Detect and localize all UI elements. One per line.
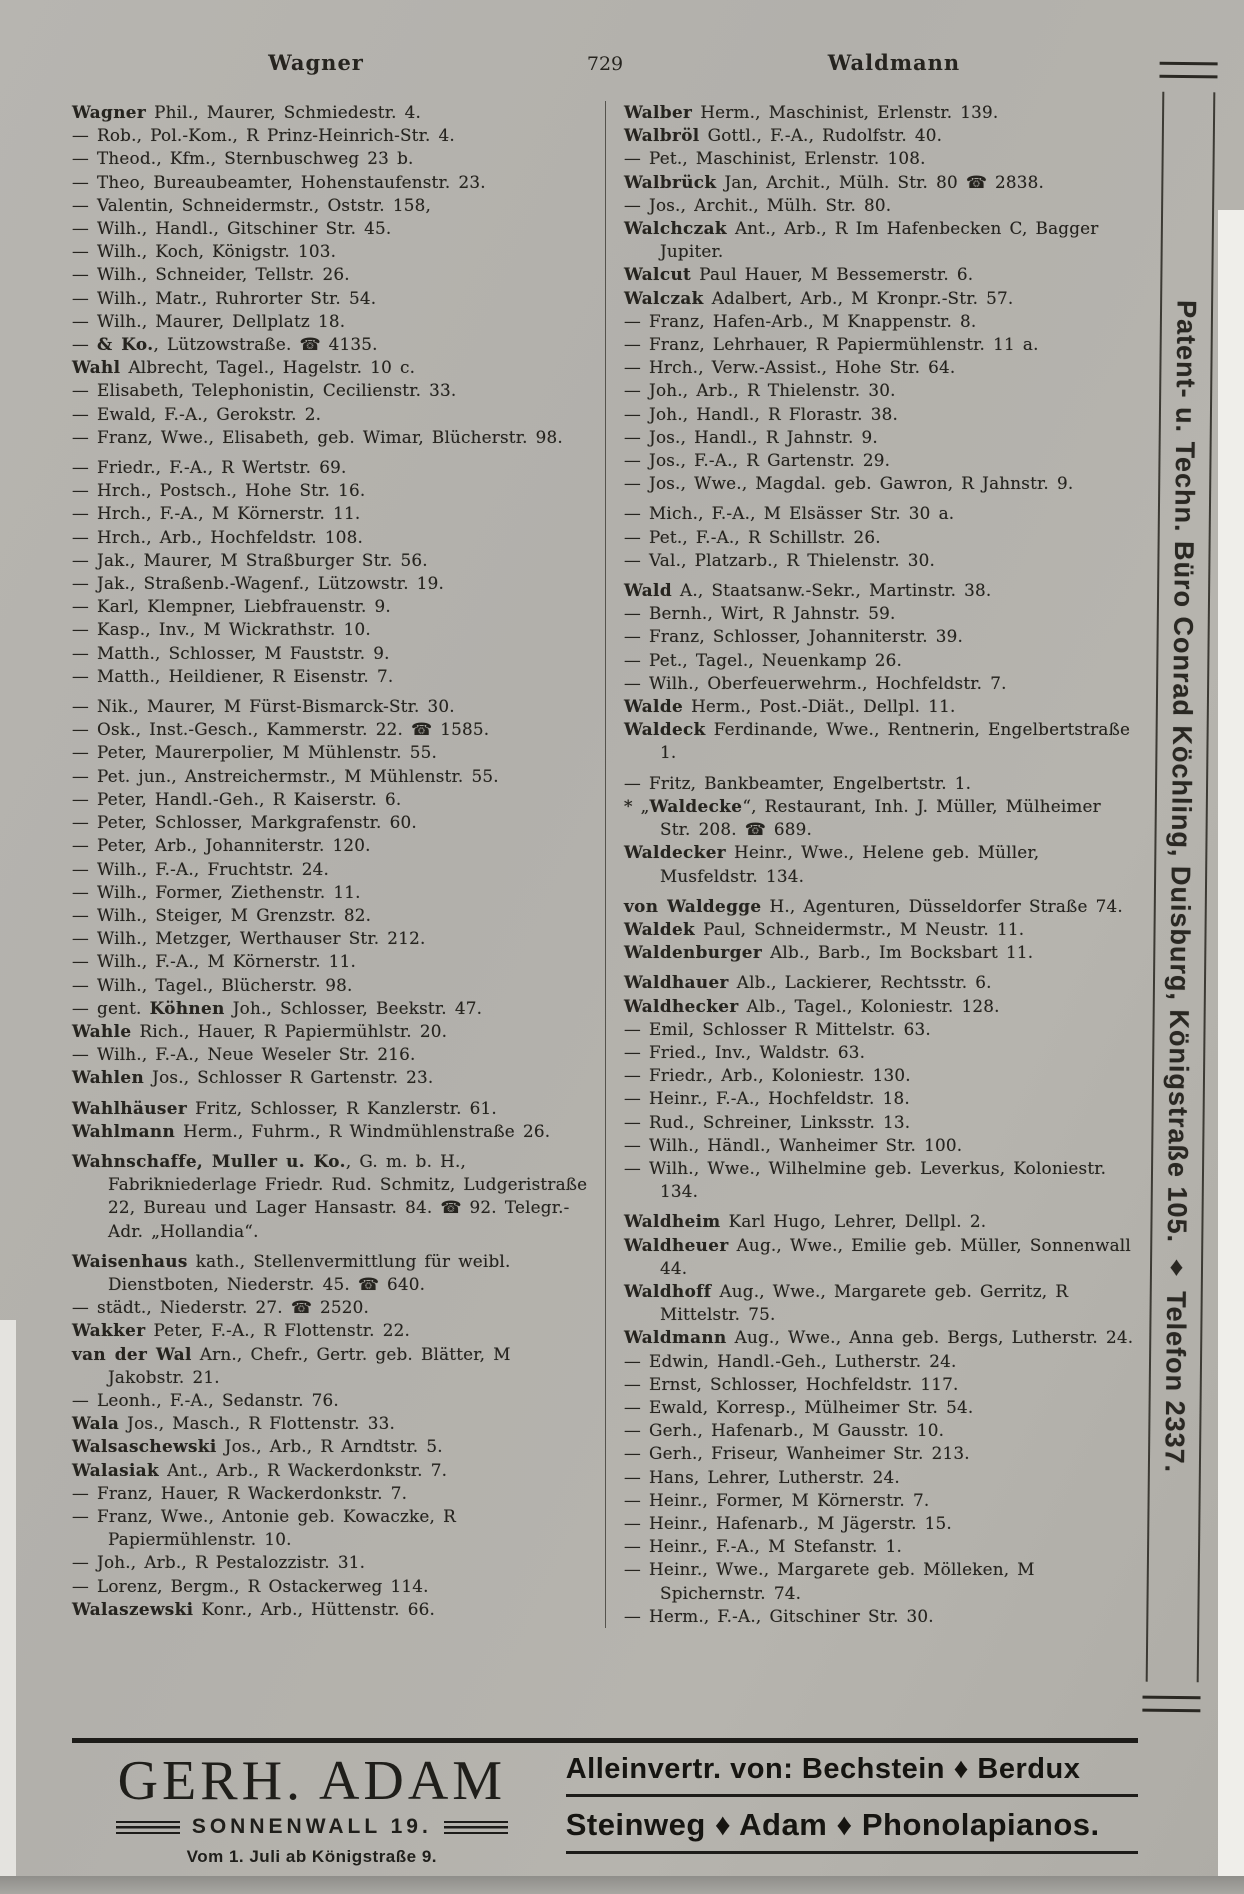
entry-details: Peter, F.-A., R Flottenstr. 22.	[145, 1320, 411, 1341]
entry-surname: van der Wal	[72, 1343, 192, 1364]
entry-details: — Matth., Schlosser, M Fauststr. 9.	[72, 642, 390, 663]
entry-details: — Jos., Wwe., Magdal. geb. Gawron, R Jahnstr. 9.	[624, 473, 1074, 494]
entry-details: — Wilh., Matr., Ruhrorter Str. 54.	[72, 287, 377, 308]
directory-entry	[72, 1459, 589, 1482]
entry-details: — Wilh., F.-A., Fruchtstr. 24.	[72, 858, 330, 879]
directory-entry	[624, 1350, 1138, 1373]
directory-entry	[624, 379, 1138, 402]
entry-details: — Karl, Klempner, Liebfrauenstr. 9.	[72, 596, 391, 617]
directory-entry	[72, 834, 589, 857]
entry-surname: Wahlhäuser	[72, 1097, 188, 1118]
directory-entry	[72, 642, 589, 665]
directory-entry	[624, 1512, 1138, 1535]
entry-surname: Waldenburger	[624, 942, 763, 963]
directory-entry	[624, 217, 1138, 263]
directory-entry	[72, 765, 589, 788]
directory-entry	[72, 147, 589, 170]
entry-surname: Wagner	[72, 102, 147, 122]
entry-surname: Wakker	[72, 1320, 146, 1341]
directory-entry	[72, 1319, 589, 1342]
directory-entry	[72, 333, 589, 356]
entry-details: “, Restaurant, Inh. J. Müller, Mülheimer Str. 208. ☎ 689.	[660, 795, 1101, 840]
entry-details: — Fritz, Bankbeamter, Engelbertstr. 1.	[624, 772, 972, 793]
directory-entry	[624, 895, 1138, 918]
directory-entry	[72, 718, 589, 741]
entry-prefix: * „	[624, 795, 650, 816]
entry-details: Herm., Fuhrm., R Windmühlenstraße 26.	[175, 1120, 551, 1141]
footer-ad-line1: Alleinvertr. von: Bechstein ♦ Berdux	[566, 1753, 1138, 1797]
directory-entry	[624, 795, 1138, 841]
entry-details: — Franz, Wwe., Antonie geb. Kowaczke, R Papiermühlenstr. 10.	[72, 1505, 456, 1550]
entry-details: — Jak., Maurer, M Straßburger Str. 56.	[72, 549, 428, 570]
directory-entry	[624, 841, 1138, 887]
directory-entry	[72, 695, 589, 718]
entry-details: — Hrch., Postsch., Hohe Str. 16.	[72, 480, 366, 501]
directory-entry	[624, 549, 1138, 572]
entry-surname: Waldek	[624, 918, 696, 939]
directory-entry	[72, 1150, 589, 1243]
scan-edge-left	[0, 1320, 16, 1880]
entry-details: Karl Hugo, Lehrer, Dellpl. 2.	[720, 1211, 987, 1232]
entry-details: — Wilh., Schneider, Tellstr. 26.	[72, 264, 350, 285]
directory-entry	[72, 479, 589, 502]
entry-surname: Waldecker	[624, 842, 727, 863]
page-content	[72, 0, 1138, 1628]
entry-details: — Heinr., Former, M Körnerstr. 7.	[624, 1489, 930, 1510]
entry-surname: Waldhecker	[624, 995, 739, 1016]
entry-surname: Waisenhaus	[72, 1250, 188, 1271]
entry-details: — Wilh., Handl., Gitschiner Str. 45.	[72, 218, 392, 239]
directory-entry	[624, 718, 1138, 764]
entry-details: — Jos., Archit., Mülh. Str. 80.	[624, 194, 892, 215]
entry-surname: Walczak	[624, 287, 704, 308]
directory-entry	[624, 1535, 1138, 1558]
entry-surname: Walasiak	[72, 1459, 160, 1480]
directory-entry	[72, 356, 589, 379]
entry-details: — Hans, Lehrer, Lutherstr. 24.	[624, 1466, 900, 1487]
entry-surname: von Waldegge	[624, 895, 762, 916]
entry-details: Jos., Schlosser R Gartenstr. 23.	[144, 1067, 434, 1088]
entry-details: Ant., Arb., R Im Hafenbecken C, Bagger Jupiter.	[660, 218, 1099, 262]
directory-entry	[72, 1296, 589, 1319]
double-rule-icon	[1159, 62, 1217, 79]
scan-edge-bottom	[0, 1876, 1244, 1894]
entry-details: Alb., Tagel., Koloniestr. 128.	[738, 995, 1000, 1016]
entry-details: — Fried., Inv., Waldstr. 63.	[624, 1041, 866, 1062]
entry-details: — Wilh., Steiger, M Grenzstr. 82.	[72, 904, 372, 925]
entry-surname: Waldeck	[624, 719, 706, 740]
directory-entry	[72, 549, 589, 572]
directory-entry	[72, 1389, 589, 1412]
entry-details: Aug., Wwe., Anna geb. Bergs, Lutherstr. 24.	[726, 1327, 1134, 1348]
entry-details: Jan, Archit., Mülh. Str. 80 ☎ 2838.	[716, 171, 1045, 192]
directory-entry	[624, 772, 1138, 795]
directory-entry	[624, 995, 1138, 1018]
directory-entry	[624, 194, 1138, 217]
entry-surname: Wald	[624, 580, 672, 601]
entry-details: — Valentin, Schneidermstr., Oststr. 158,	[72, 194, 432, 215]
directory-entry	[72, 403, 589, 426]
directory-entry	[72, 572, 589, 595]
directory-entry	[624, 502, 1138, 525]
directory-entry	[72, 1435, 589, 1458]
entry-details: Jos., Arb., R Arndtstr. 5.	[216, 1436, 443, 1457]
directory-entry	[72, 904, 589, 927]
entry-details: — Peter, Handl.-Geh., R Kaiserstr. 6.	[72, 788, 402, 809]
right-column	[605, 101, 1138, 1628]
double-rule-icon	[1142, 1696, 1200, 1713]
directory-entry	[624, 941, 1138, 964]
directory-entry	[624, 602, 1138, 625]
entry-surname: Wala	[72, 1413, 120, 1434]
entry-surname: & Ko.	[97, 334, 154, 355]
entry-details: — Joh., Arb., R Thielenstr. 30.	[624, 380, 896, 401]
entry-details: — Jos., Handl., R Jahnstr. 9.	[624, 426, 878, 447]
entry-details: Gottl., F.-A., Rudolfstr. 40.	[699, 125, 943, 146]
directory-entry	[624, 403, 1138, 426]
directory-entry	[72, 1097, 589, 1120]
entry-details: Fritz, Schlosser, R Kanzlerstr. 61.	[187, 1097, 497, 1118]
entry-details: — Wilh., Maurer, Dellplatz 18.	[72, 310, 346, 331]
entry-prefix: —	[72, 334, 98, 355]
entry-surname: Walber	[624, 102, 693, 122]
entry-details: — Heinr., F.-A., Hochfeldstr. 18.	[624, 1088, 910, 1109]
directory-entry	[624, 1396, 1138, 1419]
entry-details: — Theod., Kfm., Sternbuschweg 23 b.	[72, 148, 414, 169]
directory-entry	[624, 310, 1138, 333]
directory-entry	[624, 101, 1138, 124]
entry-details: — Peter, Arb., Johanniterstr. 120.	[72, 835, 371, 856]
entry-details: — Franz, Schlosser, Johanniterstr. 39.	[624, 626, 964, 647]
entry-details: — Jak., Straßenb.-Wagenf., Lützowstr. 19.	[72, 573, 445, 594]
directory-entry	[72, 263, 589, 286]
entry-details: — Jos., F.-A., R Gartenstr. 29.	[624, 450, 891, 471]
entry-details: — Wilh., Oberfeuerwehrm., Hochfeldstr. 7.	[624, 672, 1007, 693]
directory-entry	[72, 595, 589, 618]
entry-surname: Wahl	[72, 357, 121, 378]
footer-ad-left	[72, 1750, 552, 1867]
entry-details: Aug., Wwe., Emilie geb. Müller, Sonnenwall 44.	[660, 1234, 1131, 1278]
directory-entry	[624, 1466, 1138, 1489]
entry-surname: Waldmann	[624, 1327, 727, 1348]
directory-entry	[624, 1157, 1138, 1203]
entry-details: H., Agenturen, Düsseldorfer Straße 74.	[761, 895, 1123, 916]
directory-entry	[624, 171, 1138, 194]
entry-details: Phil., Maurer, Schmiedestr. 4.	[146, 102, 422, 122]
entry-details: — Franz, Hauer, R Wackerdonkstr. 7.	[72, 1482, 408, 1503]
entry-surname: Walbrück	[624, 171, 717, 192]
triple-rule-icon	[116, 1821, 180, 1834]
entry-details: — Franz, Hafen-Arb., M Knappenstr. 8.	[624, 310, 977, 331]
entry-details: — Franz, Lehrhauer, R Papiermühlenstr. 11 a.	[624, 334, 1039, 355]
entry-details: — Wilh., F.-A., M Körnerstr. 11.	[72, 951, 357, 972]
directory-entry	[624, 1064, 1138, 1087]
directory-entry	[72, 997, 589, 1020]
directory-entry	[624, 672, 1138, 695]
entry-details: — Pet., Tagel., Neuenkamp 26.	[624, 649, 903, 670]
directory-entry	[624, 333, 1138, 356]
entry-details: — Gerh., Hafenarb., M Gausstr. 10.	[624, 1420, 945, 1441]
directory-entry	[624, 1280, 1138, 1326]
entry-prefix: — gent.	[72, 997, 150, 1018]
left-column-title: Wagner	[268, 50, 364, 75]
entry-details: — Heinr., Wwe., Margarete geb. Mölleken, M Spichernstr. 74.	[624, 1559, 1035, 1603]
entry-details: Ferdinande, Wwe., Rentnerin, Engelbertstraße 1.	[660, 719, 1131, 763]
entry-details: — Franz, Wwe., Elisabeth, geb. Wimar, Blücherstr. 98.	[72, 426, 563, 447]
advertiser-address: SONNENWALL 19.	[191, 1815, 432, 1838]
directory-entry	[624, 625, 1138, 648]
entry-details: — städt., Niederstr. 27. ☎ 2520.	[72, 1297, 370, 1318]
directory-entry	[72, 788, 589, 811]
entry-surname: Waldecke	[649, 795, 743, 816]
directory-entry	[624, 147, 1138, 170]
entry-details: — Osk., Inst.-Gesch., Kammerstr. 22. ☎ 1585.	[72, 719, 490, 740]
directory-entry	[72, 124, 589, 147]
entry-details: — Rud., Schreiner, Linksstr. 13.	[624, 1111, 911, 1132]
directory-entry	[624, 472, 1138, 495]
entry-details: , G. m. b. H., Fabrikniederlage Friedr. Rud. Schmitz, Ludgeristraße 22, Bureau und Lager Hansastr. 84. ☎ 92. Telegr.-Adr. „Hollandia“.	[108, 1150, 588, 1241]
directory-entry	[72, 811, 589, 834]
directory-entry	[72, 526, 589, 549]
directory-entry	[72, 1482, 589, 1505]
directory-entry	[624, 1605, 1138, 1628]
entry-details: — Nik., Maurer, M Fürst-Bismarck-Str. 30.	[72, 696, 455, 717]
directory-entry	[72, 101, 589, 124]
entry-details: — Joh., Handl., R Florastr. 38.	[624, 403, 899, 424]
directory-entry	[624, 1087, 1138, 1110]
left-column	[72, 101, 605, 1628]
entry-details: — Heinr., F.-A., M Stefanstr. 1.	[624, 1536, 903, 1557]
footer-ad	[72, 1738, 1138, 1867]
entry-details: Aug., Wwe., Margarete geb. Gerritz, R Mittelstr. 75.	[660, 1280, 1069, 1325]
entry-surname: Walaszewski	[72, 1598, 194, 1619]
entry-details: — Edwin, Handl.-Geh., Lutherstr. 24.	[624, 1350, 957, 1371]
directory-entry	[624, 1489, 1138, 1512]
entry-surname: Waldhauer	[624, 972, 729, 993]
entry-details: Rich., Hauer, R Papiermühlstr. 20.	[131, 1020, 448, 1041]
entry-surname: Köhnen	[149, 997, 225, 1018]
entry-details: — Hrch., F.-A., M Körnerstr. 11.	[72, 503, 361, 524]
footer-ad-right	[552, 1753, 1138, 1867]
entry-details: — Wilh., Tagel., Blücherstr. 98.	[72, 974, 353, 995]
page-number: 729	[586, 53, 624, 75]
entry-details: Konr., Arb., Hüttenstr. 66.	[193, 1598, 436, 1619]
directory-entry	[72, 240, 589, 263]
entry-details: Heinr., Wwe., Helene geb. Müller, Musfeldstr. 134.	[660, 842, 1040, 886]
entry-details: Paul Hauer, M Bessemerstr. 6.	[691, 264, 974, 285]
directory-entry	[72, 1120, 589, 1143]
entry-details: Ant., Arb., R Wackerdonkstr. 7.	[159, 1459, 448, 1480]
directory-entry	[624, 526, 1138, 549]
triple-rule-icon	[444, 1821, 508, 1834]
directory-entry	[72, 171, 589, 194]
entry-details: — Lorenz, Bergm., R Ostackerweg 114.	[72, 1575, 429, 1596]
entry-details: , Lützowstraße. ☎ 4135.	[153, 334, 378, 355]
advertiser-name: GERH. ADAM	[117, 1750, 507, 1812]
directory-entry	[624, 426, 1138, 449]
entry-details: Paul, Schneidermstr., M Neustr. 11.	[695, 918, 1025, 939]
entry-details: — Heinr., Hafenarb., M Jägerstr. 15.	[624, 1512, 952, 1533]
directory-entry	[72, 1250, 589, 1296]
directory-entry	[624, 971, 1138, 994]
directory-entry	[72, 881, 589, 904]
entry-details: Arn., Chefr., Gertr. geb. Blätter, M Jakobstr. 21.	[108, 1343, 511, 1387]
directory-entry	[72, 194, 589, 217]
directory-entry	[72, 1343, 589, 1389]
directory-entry	[72, 858, 589, 881]
entry-details: — Friedr., F.-A., R Wertstr. 69.	[72, 457, 347, 478]
directory-entry	[72, 1505, 589, 1551]
entry-details: Herm., Maschinist, Erlenstr. 139.	[692, 102, 999, 122]
directory-columns	[72, 101, 1138, 1628]
right-column-title: Waldmann	[827, 50, 961, 75]
directory-entry	[72, 217, 589, 240]
entry-details: — Mich., F.-A., M Elsässer Str. 30 a.	[624, 503, 955, 524]
directory-entry	[72, 741, 589, 764]
entry-details: — Val., Platzarb., R Thielenstr. 30.	[624, 549, 936, 570]
entry-surname: Waldheuer	[624, 1234, 729, 1255]
entry-details: — Pet., Maschinist, Erlenstr. 108.	[624, 148, 926, 169]
directory-entry	[72, 1551, 589, 1574]
directory-entry	[72, 456, 589, 479]
advertiser-note: Vom 1. Juli ab Königstraße 9.	[186, 1847, 438, 1866]
directory-entry	[72, 379, 589, 402]
entry-details: Alb., Barb., Im Bocksbart 11.	[762, 942, 1034, 963]
scan-edge-right	[1218, 210, 1244, 1878]
directory-entry	[624, 287, 1138, 310]
entry-details: — Peter, Maurerpolier, M Mühlenstr. 55.	[72, 742, 438, 763]
directory-entry	[624, 124, 1138, 147]
entry-surname: Wahle	[72, 1020, 132, 1041]
directory-entry	[72, 665, 589, 688]
directory-entry	[624, 356, 1138, 379]
entry-details: — Elisabeth, Telephonistin, Cecilienstr. 33.	[72, 380, 457, 401]
directory-entry	[624, 649, 1138, 672]
directory-entry	[624, 1111, 1138, 1134]
entry-surname: Walcut	[624, 264, 692, 285]
directory-entry	[624, 1558, 1138, 1604]
entry-details: — Bernh., Wirt, R Jahnstr. 59.	[624, 603, 896, 624]
entry-surname: Wahlmann	[72, 1120, 176, 1141]
entry-details: — Emil, Schlosser R Mittelstr. 63.	[624, 1018, 931, 1039]
entry-details: — Matth., Heildiener, R Eisenstr. 7.	[72, 665, 394, 686]
entry-surname: Waldhoff	[624, 1280, 712, 1301]
directory-entry	[72, 1598, 589, 1621]
entry-details: Adalbert, Arb., M Kronpr.-Str. 57.	[703, 287, 1014, 308]
directory-entry	[624, 1134, 1138, 1157]
entry-details: — Friedr., Arb., Koloniestr. 130.	[624, 1065, 911, 1086]
directory-entry	[72, 974, 589, 997]
entry-details: — Wilh., Koch, Königstr. 103.	[72, 241, 337, 262]
entry-details: — Wilh., Wwe., Wilhelmine geb. Leverkus, Koloniestr. 134.	[624, 1157, 1107, 1202]
entry-details: — Herm., F.-A., Gitschiner Str. 30.	[624, 1605, 934, 1626]
directory-entry	[72, 618, 589, 641]
directory-entry	[624, 1326, 1138, 1349]
directory-entry	[72, 426, 589, 449]
entry-details: — Wilh., Händl., Wanheimer Str. 100.	[624, 1134, 963, 1155]
entry-details: Alb., Lackierer, Rechtsstr. 6.	[728, 972, 992, 993]
entry-details: Jos., Masch., R Flottenstr. 33.	[119, 1413, 395, 1434]
entry-details: — Ernst, Schlosser, Hochfeldstr. 117.	[624, 1373, 959, 1394]
directory-entry	[624, 1041, 1138, 1064]
entry-details: — Pet. jun., Anstreichermstr., M Mühlenstr. 55.	[72, 765, 499, 786]
directory-entry	[624, 695, 1138, 718]
entry-details: kath., Stellenvermittlung für weibl. Dienstboten, Niederstr. 45. ☎ 640.	[108, 1250, 511, 1294]
entry-details: — Hrch., Arb., Hochfeldstr. 108.	[72, 526, 364, 547]
directory-entry	[72, 502, 589, 525]
directory-entry	[624, 579, 1138, 602]
entry-details: — Gerh., Friseur, Wanheimer Str. 213.	[624, 1443, 970, 1464]
entry-details: — Theo, Bureaubeamter, Hohenstaufenstr. 23.	[72, 171, 486, 192]
directory-entry	[624, 1018, 1138, 1041]
directory-entry	[72, 1412, 589, 1435]
directory-entry	[624, 263, 1138, 286]
entry-details: A., Staatsanw.-Sekr., Martinstr. 38.	[671, 580, 992, 601]
entry-details: Herm., Post.-Diät., Dellpl. 11.	[683, 696, 956, 717]
directory-entry	[72, 1575, 589, 1598]
entry-details: — Rob., Pol.-Kom., R Prinz-Heinrich-Str. 4.	[72, 125, 455, 146]
directory-entry	[624, 1210, 1138, 1233]
directory-entry	[72, 1066, 589, 1089]
directory-entry	[624, 918, 1138, 941]
directory-entry	[72, 1043, 589, 1066]
entry-surname: Waldheim	[624, 1211, 721, 1232]
entry-details: Albrecht, Tagel., Hagelstr. 10 c.	[120, 357, 416, 378]
directory-entry	[624, 449, 1138, 472]
entry-surname: Wahlen	[72, 1067, 145, 1088]
advertiser-address-row	[72, 1815, 552, 1839]
entry-surname: Walde	[624, 696, 684, 717]
entry-details: — Hrch., Verw.-Assist., Hohe Str. 64.	[624, 357, 956, 378]
directory-entry	[72, 950, 589, 973]
directory-entry	[624, 1419, 1138, 1442]
entry-details: — Wilh., Former, Ziethenstr. 11.	[72, 881, 361, 902]
page-header	[72, 0, 1138, 75]
margin-ad-text: Patent- u. Techn. Büro Conrad Köchling, Duisburg, Königstraße 105. ♦ Telefon 2337.	[1145, 92, 1215, 1682]
directory-entry	[72, 310, 589, 333]
directory-entry	[624, 1373, 1138, 1396]
entry-details: — Peter, Schlosser, Markgrafenstr. 60.	[72, 812, 417, 833]
entry-surname: Walbröl	[624, 125, 700, 146]
directory-entry	[72, 1020, 589, 1043]
entry-details: Joh., Schlosser, Beekstr. 47.	[224, 997, 483, 1018]
footer-ad-line2: Steinweg ♦ Adam ♦ Phonolapianos.	[566, 1797, 1138, 1854]
entry-details: — Leonh., F.-A., Sedanstr. 76.	[72, 1389, 339, 1410]
entry-details: — Kasp., Inv., M Wickrathstr. 10.	[72, 619, 371, 640]
entry-details: — Wilh., Metzger, Werthauser Str. 212.	[72, 928, 426, 949]
entry-details: — Wilh., F.-A., Neue Weseler Str. 216.	[72, 1044, 416, 1065]
entry-details: — Joh., Arb., R Pestalozzistr. 31.	[72, 1552, 366, 1573]
entry-details: — Ewald, F.-A., Gerokstr. 2.	[72, 403, 322, 424]
directory-entry	[72, 287, 589, 310]
directory-entry	[72, 927, 589, 950]
entry-surname: Walsaschewski	[72, 1436, 217, 1457]
entry-details: — Ewald, Korresp., Mülheimer Str. 54.	[624, 1396, 974, 1417]
directory-entry	[624, 1234, 1138, 1280]
entry-details: — Pet., F.-A., R Schillstr. 26.	[624, 526, 881, 547]
entry-surname: Walchczak	[624, 218, 727, 239]
directory-entry	[624, 1442, 1138, 1465]
entry-surname: Wahnschaffe, Muller u. Ko.	[72, 1150, 346, 1171]
